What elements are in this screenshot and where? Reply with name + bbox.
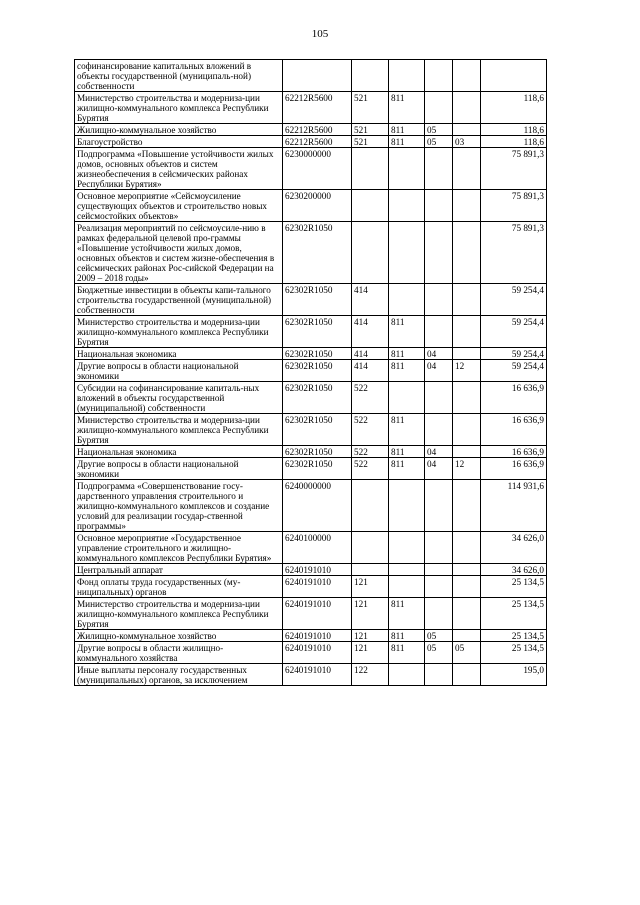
table-row	[75, 284, 547, 316]
section-cell	[425, 190, 453, 222]
subsection-cell	[453, 598, 481, 630]
section-cell	[425, 576, 453, 598]
row-name-cell: Другие вопросы в области национальной экономики	[75, 360, 283, 382]
row-name-cell: Подпрограмма «Совершенствование госу-дарственного управления строительного и жилищно-коммунального комплексов и создание условий для реализации государ-ственной программы»	[75, 480, 283, 532]
subsection-cell: 03	[453, 136, 481, 148]
section-cell: 04	[425, 348, 453, 360]
target-code-cell: 6240000000	[283, 480, 352, 532]
subsection-cell	[453, 284, 481, 316]
table-row	[75, 316, 547, 348]
budget-table	[74, 59, 547, 686]
target-code-cell: 62302R1050	[283, 284, 352, 316]
row-name-cell: Реализация мероприятий по сейсмоусиле-нию в рамках федеральной целевой про-граммы «Повышение устойчивости жилых домов, основных объектов и систем жизне-обеспечения в сейсмических районах Рос-сийской Федерации на 2009 – 2018 годы»	[75, 222, 283, 284]
row-name-cell: Подпрограмма «Повышение устойчивости жилых домов, основных объектов и систем жизнеобеспечения в сейсмических районах Республики Бурятия»	[75, 148, 283, 190]
target-code-cell	[283, 60, 352, 92]
section-cell	[425, 480, 453, 532]
table-row	[75, 348, 547, 360]
target-code-cell: 62212R5600	[283, 136, 352, 148]
section-cell: 05	[425, 124, 453, 136]
target-code-cell: 62302R1050	[283, 360, 352, 382]
ministry-code-cell: 811	[389, 316, 425, 348]
row-name-cell: Национальная экономика	[75, 348, 283, 360]
row-name-cell: Фонд оплаты труда государственных (му-ниципальных) органов	[75, 576, 283, 598]
subsection-cell: 12	[453, 458, 481, 480]
table-row	[75, 564, 547, 576]
ministry-code-cell: 811	[389, 92, 425, 124]
amount-cell: 16 636,9	[481, 446, 547, 458]
table-row	[75, 576, 547, 598]
target-code-cell: 6240100000	[283, 532, 352, 564]
row-name-cell: Центральный аппарат	[75, 564, 283, 576]
table-row	[75, 532, 547, 564]
target-code-cell: 6240191010	[283, 664, 352, 686]
table-row	[75, 458, 547, 480]
row-name-cell: Основное мероприятие «Государственное управление строительного и жилищно-коммунального комплексов Республики Бурятия»	[75, 532, 283, 564]
expense-type-cell: 521	[352, 124, 389, 136]
ministry-code-cell	[389, 382, 425, 414]
subsection-cell	[453, 124, 481, 136]
row-name-cell: Другие вопросы в области жилищно-коммунального хозяйства	[75, 642, 283, 664]
row-name-cell: Жилищно-коммунальное хозяйство	[75, 630, 283, 642]
table-row	[75, 148, 547, 190]
target-code-cell: 6230200000	[283, 190, 352, 222]
target-code-cell: 62302R1050	[283, 222, 352, 284]
table-row	[75, 664, 547, 686]
expense-type-cell	[352, 148, 389, 190]
amount-cell: 25 134,5	[481, 630, 547, 642]
target-code-cell: 62302R1050	[283, 316, 352, 348]
section-cell: 04	[425, 360, 453, 382]
table-row	[75, 382, 547, 414]
subsection-cell	[453, 532, 481, 564]
expense-type-cell: 121	[352, 630, 389, 642]
subsection-cell	[453, 446, 481, 458]
ministry-code-cell	[389, 284, 425, 316]
row-name-cell: Основное мероприятие «Сейсмоусиление существующих объектов и строительство новых сейсмостойких объектов»	[75, 190, 283, 222]
section-cell	[425, 598, 453, 630]
subsection-cell	[453, 382, 481, 414]
ministry-code-cell	[389, 190, 425, 222]
expense-type-cell: 121	[352, 642, 389, 664]
row-name-cell: Министерство строительства и модерниза-ции жилищно-коммунального комплекса Республики Бурятия	[75, 316, 283, 348]
section-cell	[425, 284, 453, 316]
row-name-cell: Другие вопросы в области национальной экономики	[75, 458, 283, 480]
ministry-code-cell	[389, 480, 425, 532]
section-cell	[425, 664, 453, 686]
ministry-code-cell	[389, 222, 425, 284]
subsection-cell: 12	[453, 360, 481, 382]
subsection-cell	[453, 316, 481, 348]
table-row	[75, 598, 547, 630]
target-code-cell: 6240191010	[283, 576, 352, 598]
ministry-code-cell	[389, 532, 425, 564]
subsection-cell: 05	[453, 642, 481, 664]
expense-type-cell	[352, 222, 389, 284]
amount-cell: 114 931,6	[481, 480, 547, 532]
section-cell	[425, 414, 453, 446]
row-name-cell: Министерство строительства и модерниза-ции жилищно-коммунального комплекса Республики Бурятия	[75, 598, 283, 630]
target-code-cell: 6240191010	[283, 598, 352, 630]
expense-type-cell: 522	[352, 414, 389, 446]
amount-cell	[481, 60, 547, 92]
expense-type-cell: 414	[352, 360, 389, 382]
section-cell: 04	[425, 446, 453, 458]
amount-cell: 118,6	[481, 92, 547, 124]
subsection-cell	[453, 190, 481, 222]
target-code-cell: 62212R5600	[283, 124, 352, 136]
expense-type-cell: 121	[352, 576, 389, 598]
amount-cell: 59 254,4	[481, 348, 547, 360]
section-cell	[425, 564, 453, 576]
ministry-code-cell: 811	[389, 136, 425, 148]
row-name-cell: Бюджетные инвестиции в объекты капи-тального строительства государственной (муниципальной) собственности	[75, 284, 283, 316]
subsection-cell	[453, 92, 481, 124]
section-cell	[425, 316, 453, 348]
expense-type-cell	[352, 190, 389, 222]
table-row	[75, 360, 547, 382]
ministry-code-cell: 811	[389, 630, 425, 642]
amount-cell: 118,6	[481, 136, 547, 148]
ministry-code-cell: 811	[389, 598, 425, 630]
amount-cell: 75 891,3	[481, 190, 547, 222]
ministry-code-cell: 811	[389, 348, 425, 360]
amount-cell: 16 636,9	[481, 458, 547, 480]
amount-cell: 59 254,4	[481, 284, 547, 316]
amount-cell: 25 134,5	[481, 642, 547, 664]
subsection-cell	[453, 664, 481, 686]
ministry-code-cell: 811	[389, 446, 425, 458]
amount-cell: 34 626,0	[481, 564, 547, 576]
subsection-cell	[453, 222, 481, 284]
expense-type-cell: 122	[352, 664, 389, 686]
ministry-code-cell	[389, 664, 425, 686]
subsection-cell	[453, 480, 481, 532]
table-row	[75, 92, 547, 124]
row-name-cell: Субсидии на софинансирование капиталь-ных вложений в объекты государственной (муниципальной) собственности	[75, 382, 283, 414]
section-cell: 04	[425, 458, 453, 480]
subsection-cell	[453, 348, 481, 360]
amount-cell: 75 891,3	[481, 148, 547, 190]
expense-type-cell: 414	[352, 348, 389, 360]
expense-type-cell: 521	[352, 136, 389, 148]
amount-cell: 16 636,9	[481, 414, 547, 446]
ministry-code-cell	[389, 576, 425, 598]
subsection-cell	[453, 564, 481, 576]
row-name-cell: софинансирование капитальных вложений в объекты государственной (муниципаль-ной) собственности	[75, 60, 283, 92]
amount-cell: 59 254,4	[481, 316, 547, 348]
row-name-cell: Иные выплаты персоналу государственных (муниципальных) органов, за исключением	[75, 664, 283, 686]
table-row	[75, 446, 547, 458]
row-name-cell: Министерство строительства и модерниза-ции жилищно-коммунального комплекса Республики Бурятия	[75, 92, 283, 124]
section-cell	[425, 92, 453, 124]
table-row	[75, 190, 547, 222]
target-code-cell: 62302R1050	[283, 348, 352, 360]
ministry-code-cell: 811	[389, 124, 425, 136]
page-number: 105	[311, 28, 329, 40]
ministry-code-cell: 811	[389, 360, 425, 382]
section-cell	[425, 532, 453, 564]
subsection-cell	[453, 414, 481, 446]
amount-cell: 34 626,0	[481, 532, 547, 564]
target-code-cell: 62302R1050	[283, 446, 352, 458]
row-name-cell: Жилищно-коммунальное хозяйство	[75, 124, 283, 136]
ministry-code-cell: 811	[389, 414, 425, 446]
ministry-code-cell	[389, 564, 425, 576]
expense-type-cell: 121	[352, 598, 389, 630]
section-cell	[425, 382, 453, 414]
ministry-code-cell: 811	[389, 458, 425, 480]
target-code-cell: 62302R1050	[283, 414, 352, 446]
section-cell	[425, 60, 453, 92]
amount-cell: 25 134,5	[481, 598, 547, 630]
target-code-cell: 62302R1050	[283, 382, 352, 414]
section-cell: 05	[425, 642, 453, 664]
amount-cell: 59 254,4	[481, 360, 547, 382]
table-row	[75, 414, 547, 446]
ministry-code-cell	[389, 60, 425, 92]
row-name-cell: Благоустройство	[75, 136, 283, 148]
amount-cell: 25 134,5	[481, 576, 547, 598]
target-code-cell: 62302R1050	[283, 458, 352, 480]
row-name-cell: Национальная экономика	[75, 446, 283, 458]
expense-type-cell: 522	[352, 446, 389, 458]
ministry-code-cell	[389, 148, 425, 190]
table-row	[75, 222, 547, 284]
amount-cell: 75 891,3	[481, 222, 547, 284]
target-code-cell: 6240191010	[283, 642, 352, 664]
expense-type-cell: 414	[352, 316, 389, 348]
target-code-cell: 62212R5600	[283, 92, 352, 124]
subsection-cell	[453, 576, 481, 598]
expense-type-cell	[352, 532, 389, 564]
section-cell: 05	[425, 136, 453, 148]
budget-table-body	[75, 60, 547, 686]
amount-cell: 195,0	[481, 664, 547, 686]
expense-type-cell	[352, 60, 389, 92]
expense-type-cell: 521	[352, 92, 389, 124]
table-row	[75, 136, 547, 148]
amount-cell: 16 636,9	[481, 382, 547, 414]
target-code-cell: 6240191010	[283, 630, 352, 642]
expense-type-cell: 522	[352, 458, 389, 480]
subsection-cell	[453, 60, 481, 92]
table-row	[75, 124, 547, 136]
expense-type-cell: 414	[352, 284, 389, 316]
subsection-cell	[453, 630, 481, 642]
expense-type-cell	[352, 480, 389, 532]
expense-type-cell: 522	[352, 382, 389, 414]
section-cell: 05	[425, 630, 453, 642]
target-code-cell: 6240191010	[283, 564, 352, 576]
section-cell	[425, 222, 453, 284]
row-name-cell: Министерство строительства и модерниза-ции жилищно-коммунального комплекса Республики Бурятия	[75, 414, 283, 446]
ministry-code-cell: 811	[389, 642, 425, 664]
table-row	[75, 630, 547, 642]
amount-cell: 118,6	[481, 124, 547, 136]
subsection-cell	[453, 148, 481, 190]
table-row	[75, 60, 547, 92]
table-row	[75, 642, 547, 664]
target-code-cell: 6230000000	[283, 148, 352, 190]
section-cell	[425, 148, 453, 190]
expense-type-cell	[352, 564, 389, 576]
table-row	[75, 480, 547, 532]
